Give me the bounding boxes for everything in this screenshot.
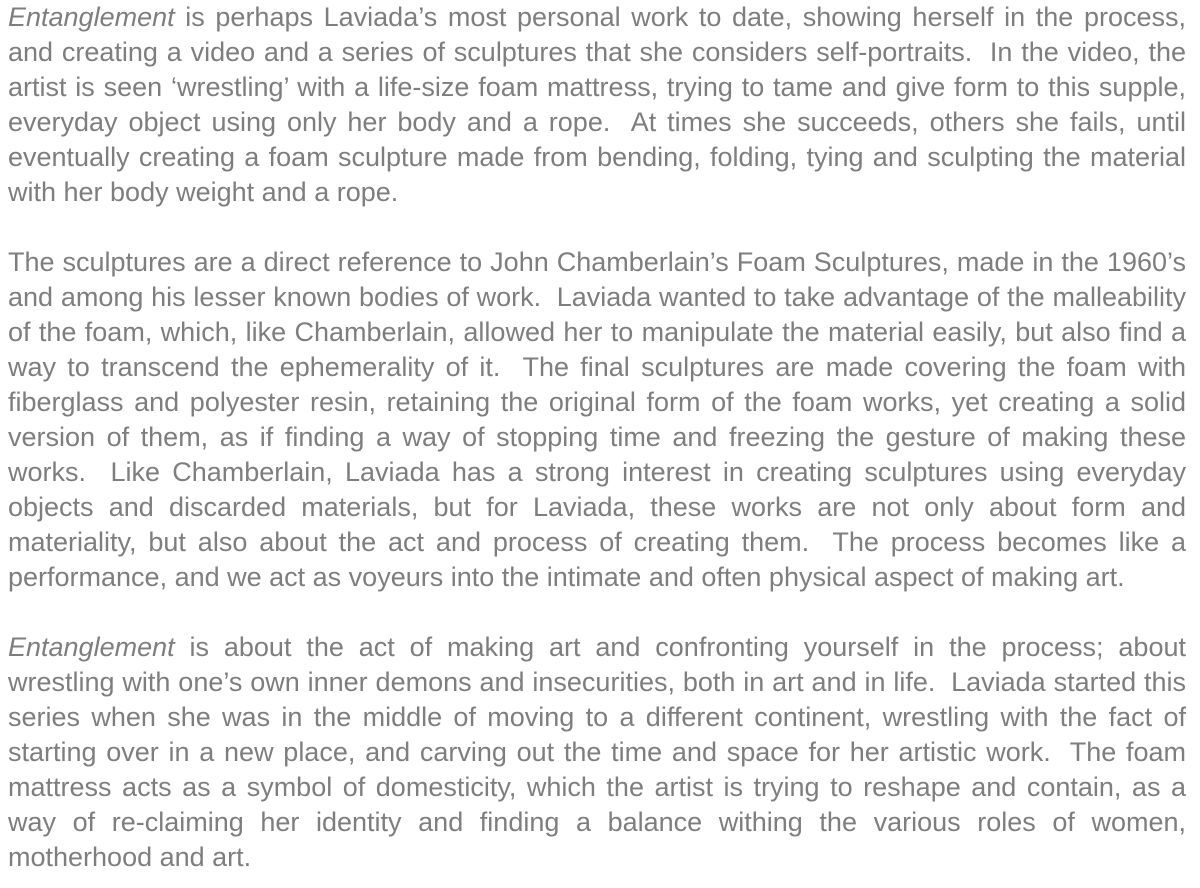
paragraph-2-text: The sculptures are a direct reference to John Chamberlain’s Foam Sculptures, made in the 1960’s and among his lesser known bodies of work. Laviada wanted to take advantage of the malleability of the foam, which, like Chamberlain, allowed her to manipulate the material easily, but also find a way to transcend the ephemerality of it. The final sculptures are made covering the foam with fiberglass and polyester resin, retaining the original form of the foam works, yet creating a solid version of them, as if finding a way of stopping time and freezing the gesture of making these works. Like Chamberlain, Laviada has a strong interest in creating sculptures using everyday objects and discarded materials, but for Laviada, these works are not only about form and materiality, but also about the act and process of creating them. The process becomes like a performance, and we act as voyeurs into the intimate and often physical aspect of making art. xyxy=(8,247,1194,592)
paragraph-entanglement-meaning xyxy=(8,630,1194,875)
paragraph-entanglement-intro xyxy=(8,0,1194,210)
paragraph-3-text: is about the act of making art and confronting yourself in the process; about wrestling with one’s own inner demons and insecurities, both in art and in life. Laviada started this series when she was in the middle of moving to a different continent, wrestling with the fact of starting over in a new place, and carving out the time and space for her artistic work. The foam mattress acts as a symbol of domesticity, which the artist is trying to reshape and contain, as a way of re-claiming her identity and finding a balance withing the various roles of women, motherhood and art. xyxy=(8,632,1194,872)
paragraph-sculptures-reference xyxy=(8,245,1194,595)
work-title-italic: Entanglement xyxy=(8,632,175,662)
paragraph-1-text: is perhaps Laviada’s most personal work to date, showing herself in the process, and creating a video and a series of sculptures that she considers self-portraits. In the video, the artist is seen ‘wrestling’ with a life-size foam mattress, trying to tame and give form to this supple, everyday object using only her body and a rope. At times she succeeds, others she fails, until eventually creating a foam sculpture made from bending, folding, tying and sculpting the material with her body weight and a rope. xyxy=(8,2,1194,207)
work-title-italic: Entanglement xyxy=(8,2,175,32)
